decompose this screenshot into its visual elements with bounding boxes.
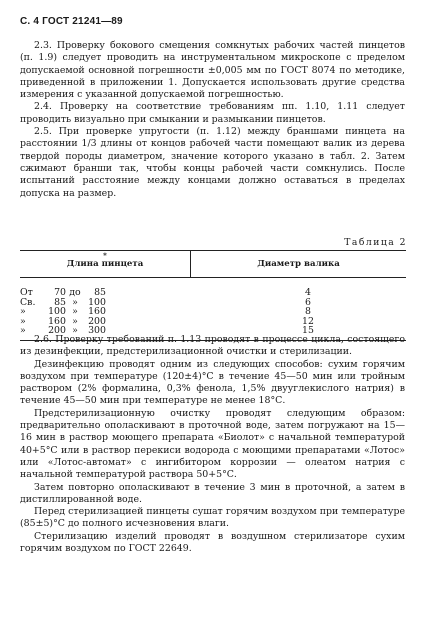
paragraph-2-6: 2.6. Проверку требований п. 1.13 проводят в процессе цикла, состоящего из дезинфекции, предстерилизационной очистки и стерилизации.: [20, 334, 405, 358]
paragraph-2-4: 2.4. Проверку на соответствие требованиям пп. 1.10, 1.11 следует проводить визуально при смыкании и размыкании пинцетов.: [20, 101, 405, 125]
length-to: 300: [88, 325, 106, 337]
length-mid: »: [72, 315, 78, 327]
paragraph-rinse: Затем повторно ополаскивают в течение 3 мин в проточной, а затем в дистиллированной воде.: [20, 481, 405, 505]
paragraph-disinfection: Дезинфекцию проводят одним из следующих способов: сухим горячим воздухом при температуре (120±4)°С в течение 45—50 мин или тройным раствором (2% формалина, 0,3% фенола, 1,5% двууглекислого натрия) в течение 45—50 мин при температуре не менее 18°С.: [20, 358, 405, 407]
length-to: 160: [88, 306, 106, 318]
diameter-value: 4: [305, 287, 311, 298]
length-from: 100: [48, 306, 66, 318]
table-body: [20, 278, 406, 340]
diameter-value: 6: [305, 296, 311, 308]
length-mid: »: [72, 306, 78, 318]
page-header: С. 4 ГОСТ 21241—89: [20, 16, 123, 27]
diameter-value: 8: [305, 306, 311, 318]
length-mid: »: [72, 325, 78, 337]
table-header-row: [20, 251, 406, 277]
length-prefix: От: [20, 287, 33, 298]
length-to: 100: [88, 296, 106, 308]
table-2: [20, 250, 406, 341]
length-column: [20, 288, 190, 336]
length-prefix: »: [20, 306, 26, 318]
length-from: 200: [48, 325, 66, 337]
length-prefix: Св.: [20, 296, 36, 308]
top-text-block: [20, 40, 405, 200]
length-from: 70: [54, 287, 66, 298]
table-caption: Таблица 2: [344, 237, 407, 248]
length-prefix: »: [20, 325, 26, 337]
length-from: 160: [48, 315, 66, 327]
header-diameter: Диаметр валика: [257, 259, 340, 269]
length-to: 85: [94, 287, 106, 298]
footnote-mark: *: [103, 251, 107, 260]
length-mid: »: [72, 296, 78, 308]
paragraph-drying: Перед стерилизацией пинцеты сушат горячим воздухом при температуре (85±5)°С до полного исчезновения влаги.: [20, 506, 405, 530]
diameter-column: [190, 288, 406, 336]
length-to: 200: [88, 315, 106, 327]
diameter-value: 12: [302, 315, 314, 327]
paragraph-2-3: 2.3. Проверку бокового смещения сомкнутых рабочих частей пинцетов (п. 1.9) следует проводить на инструментальном микроскопе с пределом допускаемой основной погрешности ±0,005 мм по ГОСТ 8074 по методике, приведенной в приложении 1. Допускается использовать другие средства измерения с указанной допускаемой погрешностью.: [20, 40, 405, 101]
header-length-label: Длина пинцета: [66, 259, 144, 269]
length-from: 85: [54, 296, 66, 308]
paragraph-pre-sterilization: Предстерилизационную очистку проводят следующим образом: предварительно ополаскивают в проточной воде, затем погружают на 15—16 мин в раствор моющего препарата «Биолот» с начальной температурой 40+5°С или в раствор перекиси водорода с моющими препаратами «Лотос» или «Лотос-автомат» с ингибитором коррозии — олеатом натрия с начальной температурой раствора 50+5°С.: [20, 407, 405, 481]
bottom-text-block: [20, 334, 405, 555]
paragraph-sterilization: Стерилизацию изделий проводят в воздушном стерилизаторе сухим горячим воздухом по ГОСТ 22649.: [20, 530, 405, 555]
header-length: [20, 251, 190, 269]
paragraph-2-5: 2.5. При проверке упругости (п. 1.12) между браншами пинцета на расстоянии 1/3 длины от концов рабочей части помещают валик из дерева твердой породы диаметром, значение которого указано в табл. 2. Затем сжимают бранши так, чтобы концы рабочей части сомкнулись. После испытаний расстояние между концами должно оставаться в пределах допуска на размер.: [20, 126, 405, 199]
length-mid: до: [69, 287, 81, 298]
diameter-value: 15: [302, 325, 314, 337]
length-prefix: »: [20, 315, 26, 327]
